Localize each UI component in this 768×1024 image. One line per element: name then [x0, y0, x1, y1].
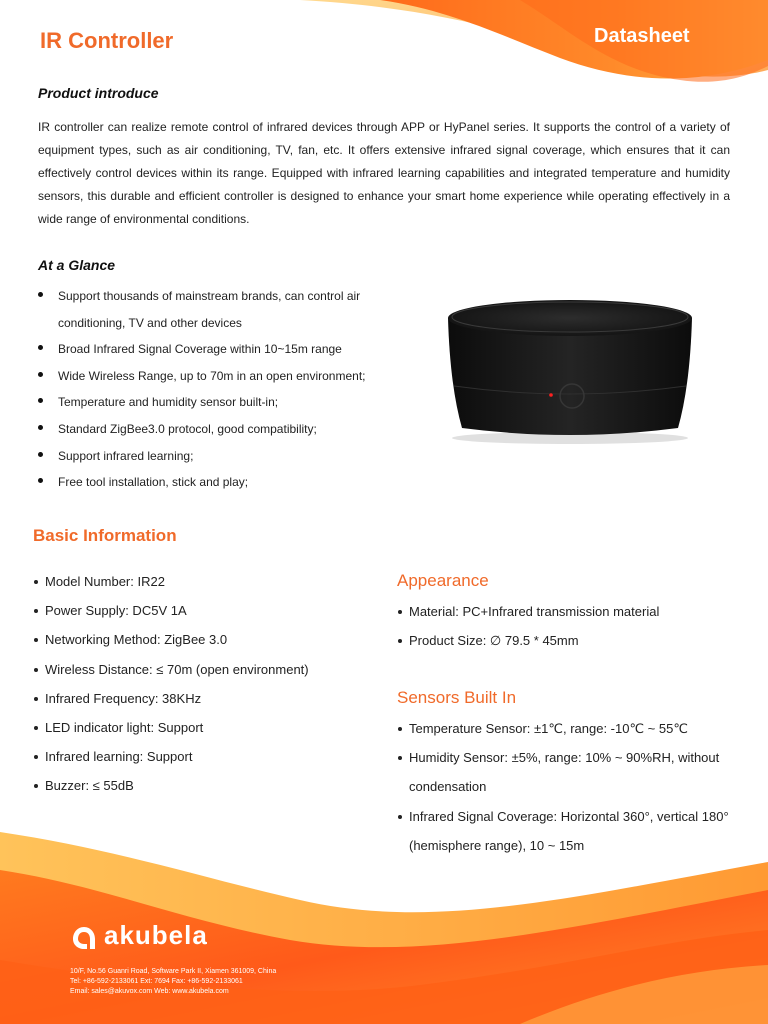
basic-info-list — [33, 567, 383, 801]
basic-info-heading: Basic Information — [33, 526, 177, 545]
appearance-item: Material: PC+Infrared transmission material — [397, 597, 747, 626]
basic-info-item: Power Supply: DC5V 1A — [33, 596, 383, 625]
basic-info-item: Infrared Frequency: 38KHz — [33, 684, 383, 713]
glance-item: Broad Infrared Signal Coverage within 10~15m range — [38, 336, 418, 363]
glance-heading: At a Glance — [38, 257, 116, 273]
datasheet-label: Datasheet — [594, 25, 690, 47]
basic-info-item: Buzzer: ≤ 55dB — [33, 771, 383, 800]
basic-info-item: LED indicator light: Support — [33, 713, 383, 742]
glance-item: Temperature and humidity sensor built-in; — [38, 389, 418, 416]
glance-item: Standard ZigBee3.0 protocol, good compatibility; — [38, 416, 418, 443]
glance-list — [38, 283, 418, 496]
sensors-heading: Sensors Built In — [397, 688, 517, 707]
basic-info-item: Infrared learning: Support — [33, 742, 383, 771]
basic-info-item: Networking Method: ZigBee 3.0 — [33, 625, 383, 654]
glance-item: Support thousands of mainstream brands, can control air conditioning, TV and other devices — [38, 283, 418, 336]
basic-info-item: Wireless Distance: ≤ 70m (open environment) — [33, 655, 383, 684]
sensor-item: Infrared Signal Coverage: Horizontal 360°, vertical 180° (hemisphere range), 10 ~ 15m — [397, 802, 737, 860]
brand-logo-icon — [70, 924, 98, 952]
product-image — [440, 290, 700, 450]
sensors-list — [397, 714, 737, 860]
document-title: IR Controller — [40, 28, 174, 53]
footer-address: 10/F, No.56 Guanri Road, Software Park II, Xiamen 361009, China — [70, 968, 277, 975]
intro-heading: Product introduce — [38, 85, 159, 101]
glance-item: Wide Wireless Range, up to 70m in an open environment; — [38, 363, 418, 390]
glance-item: Free tool installation, stick and play; — [38, 469, 418, 496]
intro-paragraph: IR controller can realize remote control of infrared devices through APP or HyPanel series. It supports the control of a variety of equipment types, such as air conditioning, TV, fan, etc. It offers extensive infrared signal coverage, which ensures that it can effectively control devices within its range. Equipped with infrared learning capabilities and integrated temperature and humidity sensors, this durable and efficient controller is designed to enhance your smart home experience while operating effectively in a wide range of environmental conditions. — [38, 120, 730, 226]
footer-phone: Tel: +86-592-2133061 Ext: 7694 Fax: +86-592-2133061 — [70, 978, 243, 985]
sensor-item: Humidity Sensor: ±5%, range: 10% ~ 90%RH, without condensation — [397, 743, 737, 801]
brand-name: akubela — [104, 920, 208, 950]
footer-email: Email: sales@akuvox.com Web: www.akubela.com — [70, 988, 229, 995]
appearance-list — [397, 597, 747, 655]
glance-item: Support infrared learning; — [38, 443, 418, 470]
basic-info-item: Model Number: IR22 — [33, 567, 383, 596]
footer-contact — [70, 967, 276, 997]
appearance-heading: Appearance — [397, 571, 489, 590]
sensor-item: Temperature Sensor: ±1℃, range: -10℃ ~ 55℃ — [397, 714, 737, 743]
appearance-item: Product Size: ∅ 79.5 * 45mm — [397, 626, 747, 655]
